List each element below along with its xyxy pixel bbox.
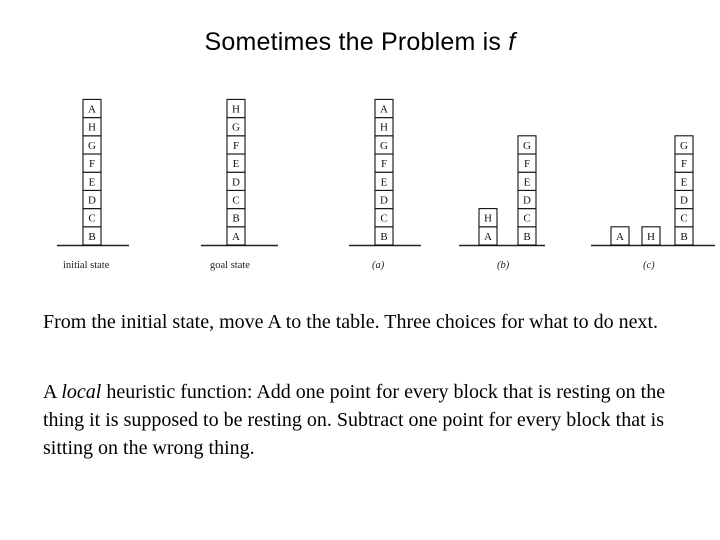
- block-label: H: [647, 230, 655, 243]
- para2-rest: heuristic function: Add one point for every block that is resting on the thing it is supposed to be resting on. Subtract one point for every block that is sitting on the wrong thing.: [43, 381, 666, 459]
- title-text: Sometimes the Problem is: [204, 28, 502, 56]
- block-label: A: [380, 103, 388, 116]
- block-label: B: [523, 230, 531, 243]
- block-label: E: [232, 158, 240, 171]
- block-label: G: [523, 139, 531, 152]
- block-label: D: [523, 194, 531, 207]
- block-label: G: [232, 121, 240, 134]
- block-label: C: [680, 212, 688, 225]
- block-label: B: [232, 212, 240, 225]
- block-label: D: [88, 194, 96, 207]
- block-label: C: [523, 212, 531, 225]
- stack-b: [459, 136, 545, 271]
- stack-goal: [201, 99, 278, 271]
- stack-a: [349, 99, 421, 271]
- block-label: E: [380, 176, 388, 189]
- block-label: F: [523, 158, 531, 171]
- block-label: F: [88, 158, 96, 171]
- block-label: G: [88, 139, 96, 152]
- para2-prefix: A: [43, 381, 62, 403]
- paragraph-initial-move: From the initial state, move A to the table. Three choices for what to do next.: [43, 311, 659, 333]
- paragraph-heuristic: [43, 378, 703, 462]
- block-label: A: [616, 230, 624, 243]
- block-label: H: [232, 103, 240, 116]
- block-label: H: [380, 121, 388, 134]
- block-label: G: [380, 139, 388, 152]
- para2-emphasis: local: [61, 381, 102, 403]
- stack-c: [591, 136, 715, 271]
- block-label: C: [380, 212, 388, 225]
- block-label: E: [680, 176, 688, 189]
- block-label: G: [680, 139, 688, 152]
- block-label: A: [88, 103, 96, 116]
- block-label: C: [232, 194, 240, 207]
- block-label: D: [680, 194, 688, 207]
- title-variable: f: [508, 28, 516, 56]
- block-label: H: [484, 212, 492, 225]
- block-label: D: [232, 176, 240, 189]
- block-label: C: [88, 212, 96, 225]
- stack-caption: goal state: [210, 260, 250, 271]
- block-label: A: [484, 230, 492, 243]
- block-label: E: [523, 176, 531, 189]
- block-label: A: [232, 230, 240, 243]
- block-label: E: [88, 176, 96, 189]
- stack-caption: (b): [497, 260, 510, 271]
- stack-caption: initial state: [63, 260, 110, 271]
- block-label: F: [680, 158, 688, 171]
- block-label: D: [380, 194, 388, 207]
- block-label: F: [232, 139, 240, 152]
- stack-caption: (c): [643, 260, 655, 271]
- block-label: H: [88, 121, 96, 134]
- stack-caption: (a): [372, 260, 385, 271]
- block-label: F: [380, 158, 388, 171]
- block-label: B: [88, 230, 96, 243]
- block-label: B: [380, 230, 388, 243]
- stack-initial: [57, 99, 129, 271]
- block-label: B: [680, 230, 688, 243]
